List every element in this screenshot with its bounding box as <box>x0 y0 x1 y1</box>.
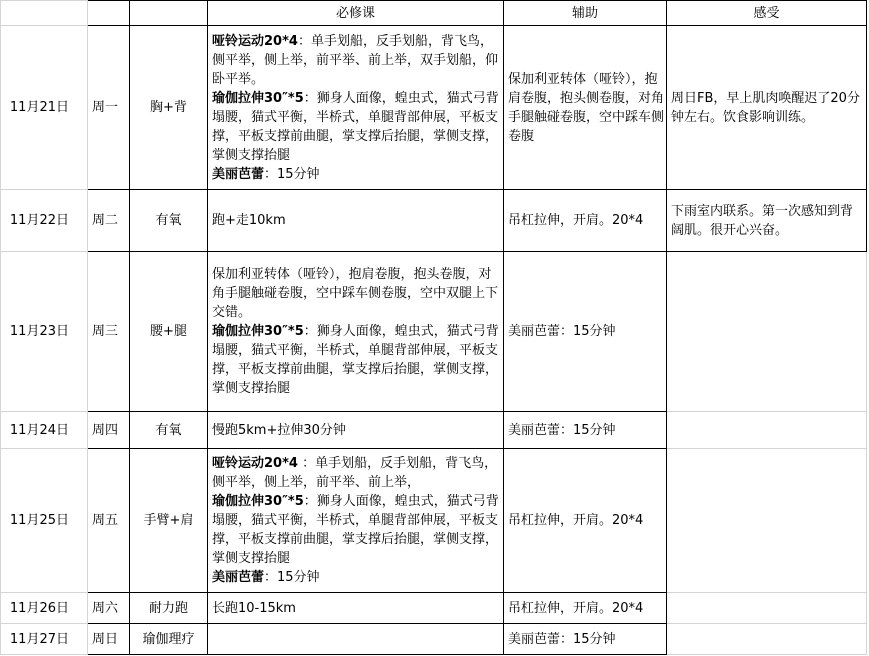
header-row <box>1 1 867 26</box>
focus-cell[interactable]: 有氧 <box>130 412 208 449</box>
date-cell[interactable]: 11月24日 <box>1 412 88 449</box>
feel-cell[interactable] <box>667 252 867 412</box>
required-section-text: ：狮身人面像，蝗虫式，猫式弓背塌腰，猫式平衡，半桥式，单腿背部伸展，平板支撑，平板支撑前曲腿，掌支撑后抬腿，掌侧支撑，掌侧支撑抬腿 <box>212 324 499 396</box>
required-section-title: 瑜伽拉伸30″*5 <box>212 90 304 106</box>
table-row <box>1 26 867 190</box>
date-cell[interactable]: 11月21日 <box>1 26 88 190</box>
required-section-text: 慢跑5km+拉伸30分钟 <box>212 422 346 438</box>
weekday-cell[interactable]: 周一 <box>88 26 130 190</box>
required-section-title: 哑铃运动20*4 <box>212 33 298 49</box>
date-cell[interactable]: 11月27日 <box>1 624 88 655</box>
aux-cell[interactable]: 美丽芭蕾：15分钟 <box>504 252 667 412</box>
header-cell-blank[interactable] <box>1 1 88 26</box>
required-section-text: ：狮身人面像，蝗虫式，猫式弓背塌腰，猫式平衡，半桥式，单腿背部伸展，平板支撑，平板支撑前曲腿，掌支撑后抬腿，掌侧支撑，掌侧支撑抬腿 <box>212 494 499 566</box>
aux-cell[interactable]: 保加利亚转体（哑铃），抱肩卷腹，抱头侧卷腹，对角手腿触碰卷腹，空中踩车侧卷腹 <box>504 26 667 190</box>
focus-cell[interactable]: 胸+背 <box>130 26 208 190</box>
required-section-title: 美丽芭蕾 <box>212 570 265 585</box>
table-row <box>1 449 867 593</box>
weekday-cell[interactable]: 周三 <box>88 252 130 412</box>
table-row <box>1 252 867 412</box>
required-section-text: ：狮身人面像，蝗虫式，猫式弓背塌腰，猫式平衡，半桥式，单腿背部伸展，平板支撑，平板支撑前曲腿，掌支撑后抬腿，掌侧支撑，掌侧支撑抬腿 <box>212 90 499 163</box>
required-section-text: 跑+走10km <box>212 213 286 228</box>
weekday-cell[interactable]: 周二 <box>88 190 130 252</box>
date-cell[interactable]: 11月23日 <box>1 252 88 412</box>
header-feel[interactable]: 感受 <box>667 1 867 26</box>
required-section-title: 瑜伽拉伸30″*5 <box>212 324 304 339</box>
aux-cell[interactable]: 美丽芭蕾：15分钟 <box>504 412 667 449</box>
required-cell[interactable] <box>208 624 504 655</box>
required-section-text: ：单手划船，反手划船，背飞鸟，侧平举，侧上举，前平举、前上举， <box>212 456 498 490</box>
header-cell-blank[interactable] <box>130 1 208 26</box>
date-cell[interactable]: 11月22日 <box>1 190 88 252</box>
required-section-text: ：15分钟 <box>264 166 320 182</box>
feel-cell[interactable] <box>667 449 867 593</box>
aux-cell[interactable]: 吊杠拉伸，开肩。20*4 <box>504 593 667 624</box>
required-section-text: 长跑10-15km <box>212 600 296 616</box>
feel-cell[interactable]: 周日FB，早上肌肉唤醒迟了20分钟左右。饮食影响训练。 <box>667 26 867 190</box>
aux-cell[interactable]: 吊杠拉伸，开肩。20*4 <box>504 449 667 593</box>
required-cell[interactable] <box>208 252 504 412</box>
focus-cell[interactable]: 腰+腿 <box>130 252 208 412</box>
feel-cell[interactable] <box>667 593 867 624</box>
feel-cell[interactable] <box>667 412 867 449</box>
focus-cell[interactable]: 瑜伽理疗 <box>130 624 208 655</box>
required-section-title: 美丽芭蕾 <box>212 166 265 182</box>
required-cell[interactable] <box>208 449 504 593</box>
required-cell[interactable] <box>208 190 504 252</box>
table-row <box>1 190 867 252</box>
weekday-cell[interactable]: 周日 <box>88 624 130 655</box>
header-required[interactable]: 必修课 <box>208 1 504 26</box>
required-section-text: 保加利亚转体（哑铃），抱肩卷腹，抱头卷腹，对角手腿触碰卷腹，空中踩车侧卷腹，空中双腿上下交错。 <box>212 267 499 320</box>
required-cell[interactable] <box>208 593 504 624</box>
required-cell[interactable] <box>208 26 504 190</box>
required-section-title: 哑铃运动20*4 <box>212 456 298 471</box>
header-aux[interactable]: 辅助 <box>504 1 667 26</box>
table-row <box>1 412 867 449</box>
feel-cell[interactable]: 下雨室内联系。第一次感知到背阔肌。很开心兴奋。 <box>667 190 867 252</box>
weekday-cell[interactable]: 周四 <box>88 412 130 449</box>
aux-cell[interactable]: 美丽芭蕾：15分钟 <box>504 624 667 655</box>
focus-cell[interactable]: 耐力跑 <box>130 593 208 624</box>
header-cell-blank[interactable] <box>88 1 130 26</box>
required-cell[interactable] <box>208 412 504 449</box>
required-section-text: ：15分钟 <box>264 570 320 585</box>
focus-cell[interactable]: 有氧 <box>130 190 208 252</box>
weekday-cell[interactable]: 周五 <box>88 449 130 593</box>
required-section-title: 瑜伽拉伸30″*5 <box>212 494 304 509</box>
aux-cell[interactable]: 吊杠拉伸，开肩。20*4 <box>504 190 667 252</box>
weekday-cell[interactable]: 周六 <box>88 593 130 624</box>
table-row <box>1 593 867 624</box>
date-cell[interactable]: 11月25日 <box>1 449 88 593</box>
feel-cell[interactable] <box>667 624 867 655</box>
required-section-text: ：单手划船，反手划船，背飞鸟，侧平举，侧上举，前平举、前上举，双手划船，仰卧平举。 <box>212 33 499 87</box>
table-row <box>1 624 867 655</box>
date-cell[interactable]: 11月26日 <box>1 593 88 624</box>
focus-cell[interactable]: 手臂+肩 <box>130 449 208 593</box>
